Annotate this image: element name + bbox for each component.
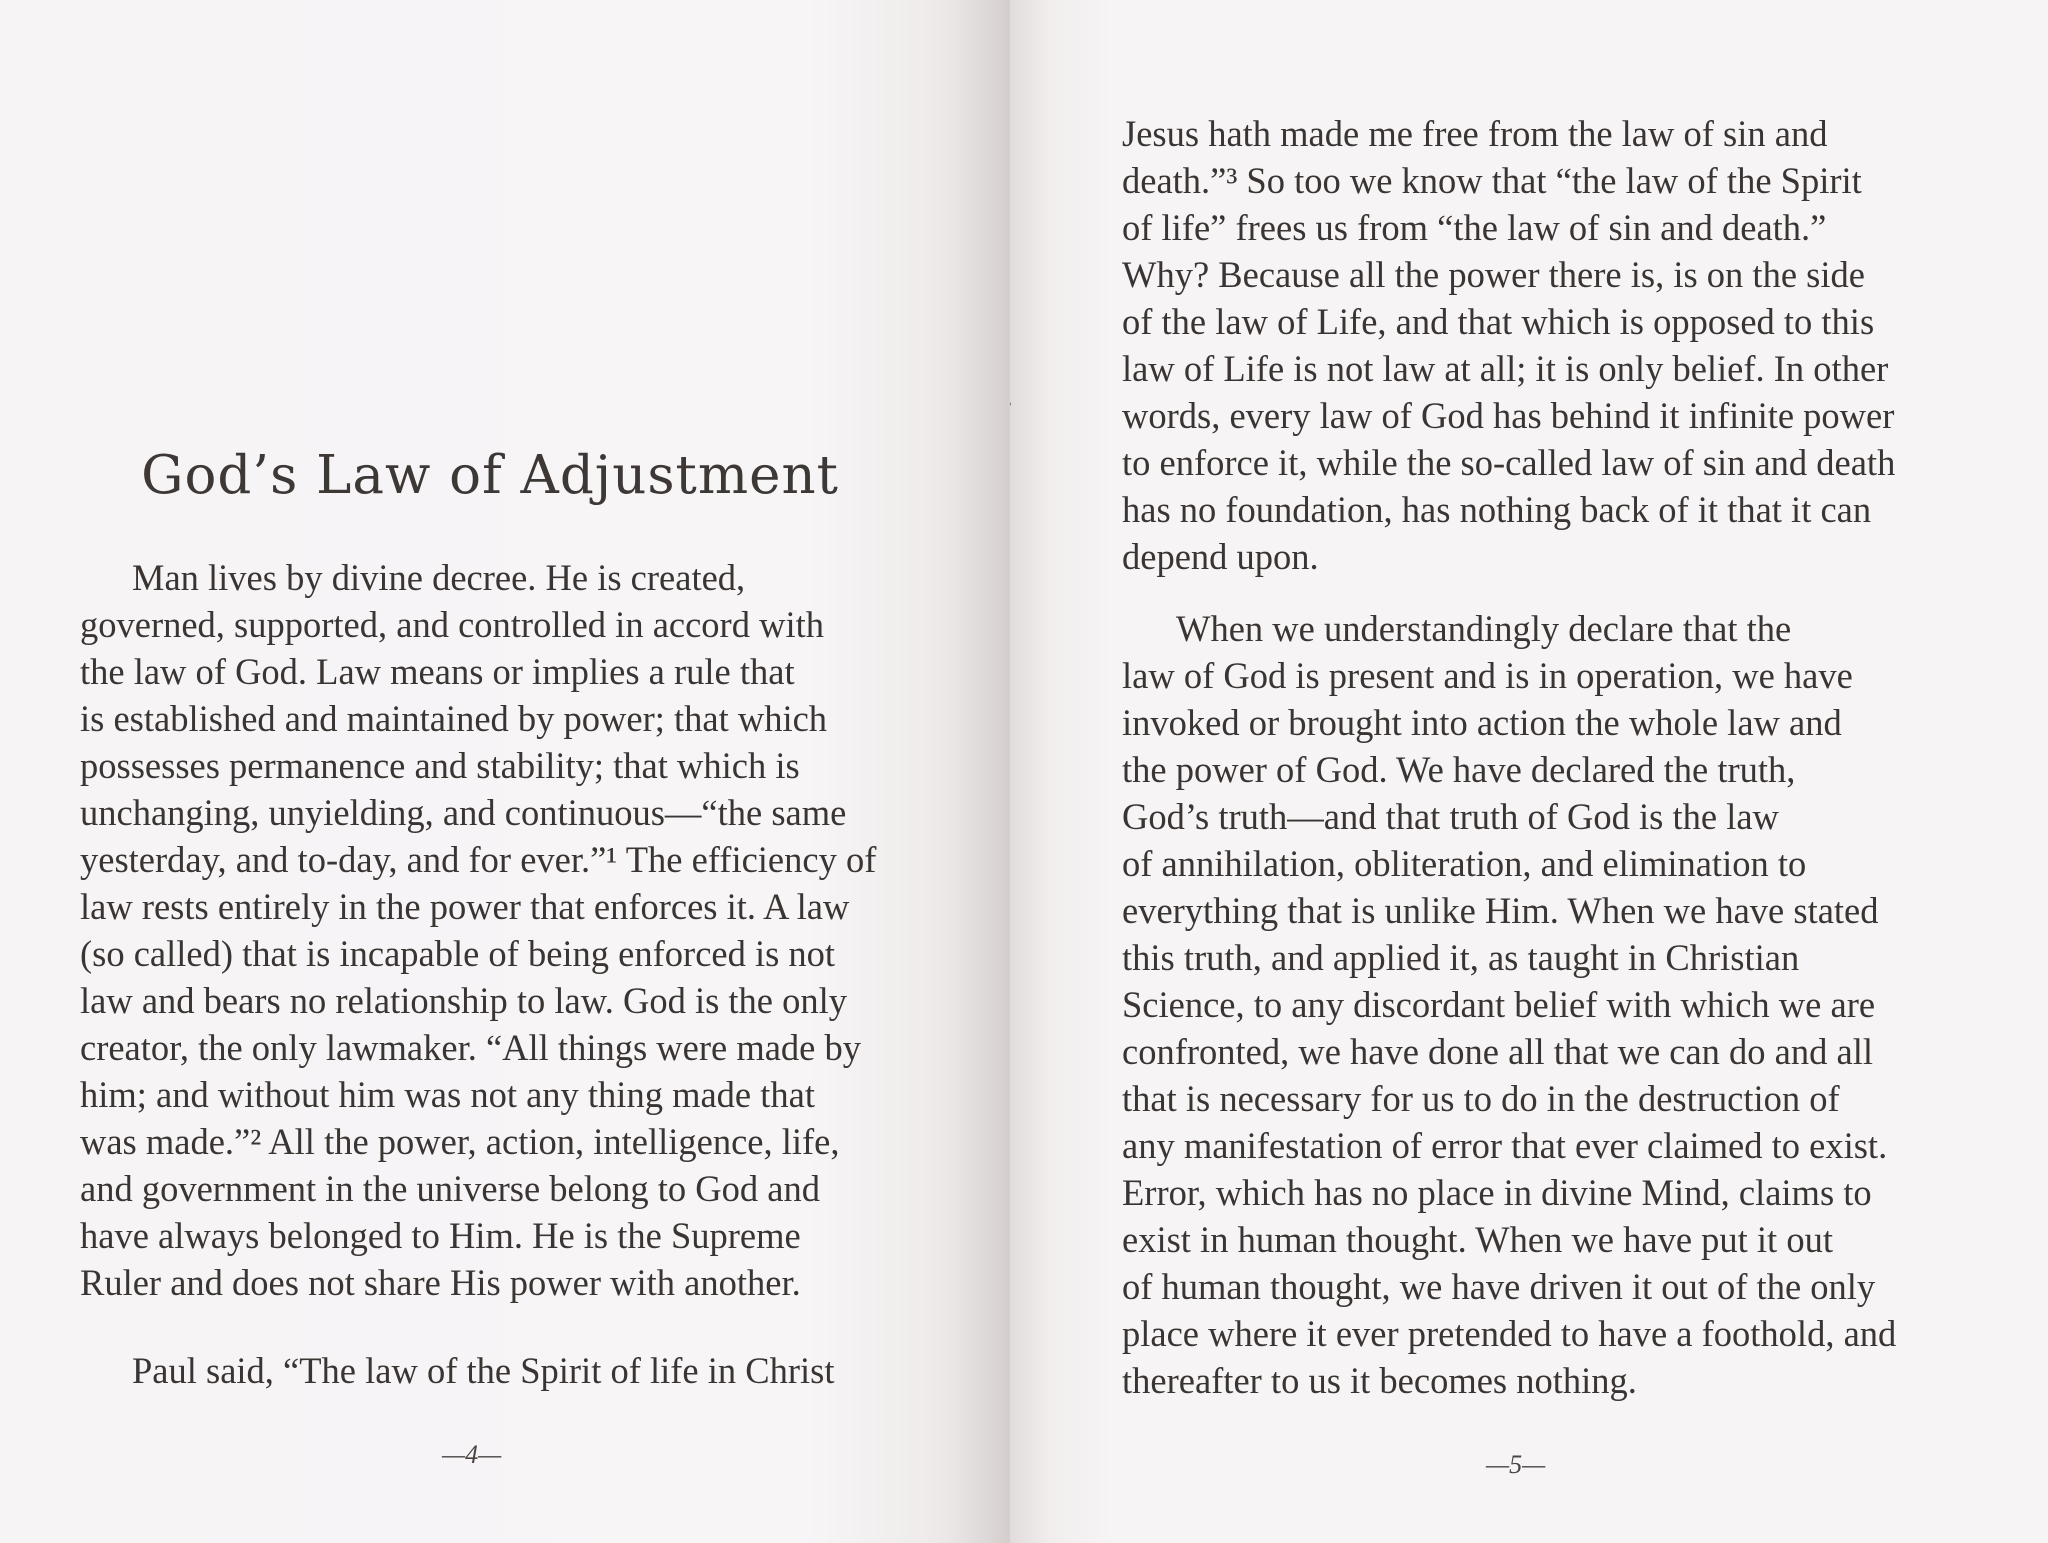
text-line: of the law of Life, and that which is opposed to this	[1122, 301, 1875, 342]
text-line: Paul said, “The law of the Spirit of life in Christ	[132, 1350, 835, 1391]
left-paragraph-1	[80, 554, 876, 1306]
text-line: that is necessary for us to do in the destruction of	[1122, 1078, 1840, 1119]
text-line: possesses permanence and stability; that which is	[80, 745, 800, 786]
paper-speck	[1010, 402, 1011, 406]
text-line: Ruler and does not share His power with another.	[80, 1262, 801, 1303]
text-line: God’s truth—and that truth of God is the law	[1122, 796, 1779, 837]
text-line: have always belonged to Him. He is the Supreme	[80, 1215, 801, 1256]
text-line: thereafter to us it becomes nothing.	[1122, 1360, 1637, 1401]
left-page	[0, 0, 1010, 1543]
text-line: Jesus hath made me free from the law of sin and	[1122, 113, 1828, 154]
text-line: this truth, and applied it, as taught in Christian	[1122, 937, 1800, 978]
text-line: the law of God. Law means or implies a rule that	[80, 651, 795, 692]
text-line: (so called) that is incapable of being enforced is not	[80, 933, 836, 974]
text-line: the power of God. We have declared the truth,	[1122, 749, 1796, 790]
gutter-shadow	[950, 0, 1010, 1543]
text-line: law and bears no relationship to law. God is the only	[80, 980, 848, 1021]
text-line: yesterday, and to-day, and for ever.”¹ The efficiency of	[80, 839, 877, 880]
text-line: and government in the universe belong to God and	[80, 1168, 820, 1209]
text-line: exist in human thought. When we have put it out	[1122, 1219, 1833, 1260]
text-line: confronted, we have done all that we can do and all	[1122, 1031, 1873, 1072]
text-line: invoked or brought into action the whole law and	[1122, 702, 1842, 743]
text-line: When we understandingly declare that the	[1176, 608, 1792, 649]
text-line: of life” frees us from “the law of sin and death.”	[1122, 207, 1827, 248]
chapter-title: God’s Law of Adjustment	[141, 445, 839, 506]
text-line: any manifestation of error that ever claimed to exist.	[1122, 1125, 1888, 1166]
text-line: of human thought, we have driven it out of the only	[1122, 1266, 1876, 1307]
text-line: law of Life is not law at all; it is only belief. In other	[1122, 348, 1889, 389]
text-line: creator, the only lawmaker. “All things were made by	[80, 1027, 861, 1068]
right-paragraph-1	[1122, 110, 1895, 580]
text-line: place where it ever pretended to have a foothold, and	[1122, 1313, 1897, 1354]
text-line: him; and without him was not any thing made that	[80, 1074, 815, 1115]
right-page	[1010, 0, 2048, 1543]
text-line: of annihilation, obliteration, and elimination to	[1122, 843, 1807, 884]
page-number-right: —5—	[1486, 1450, 1546, 1479]
page-number-left: —4—	[442, 1440, 502, 1469]
text-line: was made.”² All the power, action, intelligence, life,	[80, 1121, 840, 1162]
text-line: is established and maintained by power; that which	[80, 698, 828, 739]
right-paragraph-2	[1122, 605, 1896, 1404]
text-line: unchanging, unyielding, and continuous—“the same	[80, 792, 847, 833]
text-line: Man lives by divine decree. He is created,	[132, 557, 746, 598]
text-line: words, every law of God has behind it infinite power	[1122, 395, 1895, 436]
text-line: has no foundation, has nothing back of it that it can	[1122, 489, 1872, 530]
text-line: governed, supported, and controlled in accord with	[80, 604, 824, 645]
text-line: law of God is present and is in operation, we have	[1122, 655, 1853, 696]
text-line: everything that is unlike Him. When we have stated	[1122, 890, 1879, 931]
text-line: Science, to any discordant belief with which we are	[1122, 984, 1876, 1025]
text-line: depend upon.	[1122, 536, 1319, 577]
text-line: Why? Because all the power there is, is on the side	[1122, 254, 1865, 295]
text-line: death.”³ So too we know that “the law of the Spirit	[1122, 160, 1862, 201]
left-paragraph-2	[80, 1347, 835, 1394]
text-line: Error, which has no place in divine Mind, claims to	[1122, 1172, 1872, 1213]
text-line: to enforce it, while the so-called law of sin and death	[1122, 442, 1896, 483]
text-line: law rests entirely in the power that enforces it. A law	[80, 886, 850, 927]
